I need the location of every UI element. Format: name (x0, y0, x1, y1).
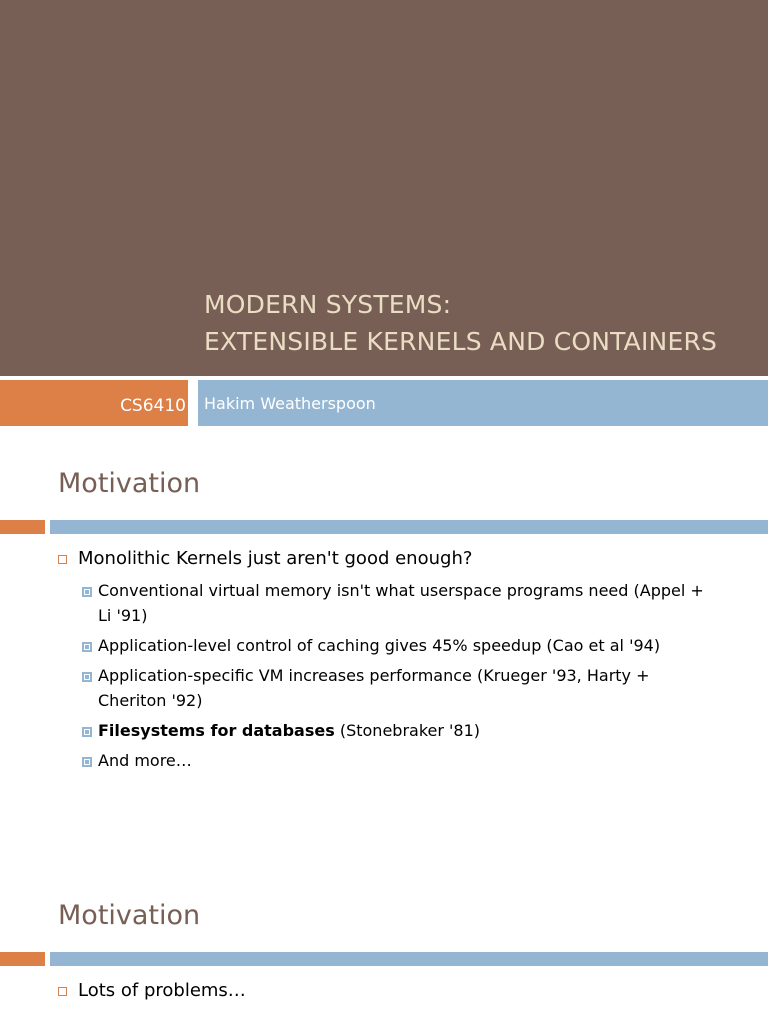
list-item (58, 978, 748, 1004)
square-bullet-icon (58, 555, 67, 564)
bullet-list (58, 546, 748, 778)
sub-bullet-text: Application-specific VM increases performance (Krueger '93, Harty + Cheriton '92) (98, 666, 650, 710)
list-item (58, 663, 748, 713)
presentation-title (204, 286, 717, 360)
title-line-2: EXTENSIBLE KERNELS AND CONTAINERS (204, 327, 718, 356)
accent-bar-orange (0, 952, 45, 966)
list-item (58, 718, 748, 743)
slide-title: Motivation (58, 900, 201, 931)
slide-title: Motivation (58, 468, 201, 499)
accent-bar-blue (50, 952, 768, 966)
author-name: Hakim Weatherspoon (204, 394, 376, 413)
list-item (58, 633, 748, 658)
filled-square-bullet-icon (82, 727, 92, 737)
bullet-list (58, 978, 748, 1010)
filled-square-bullet-icon (82, 587, 92, 597)
title-slide-background (0, 0, 768, 376)
content-slide-1 (0, 432, 768, 864)
sub-bullet-bold-text: Filesystems for databases (98, 721, 335, 740)
accent-bar-orange (0, 520, 45, 534)
sub-bullet-text: Application-level control of caching gives 45% speedup (Cao et al '94) (98, 636, 661, 655)
sub-bullet-text: Conventional virtual memory isn't what userspace programs need (Appel + Li '91) (98, 581, 704, 625)
list-item (58, 578, 748, 628)
course-code: CS6410 (120, 396, 186, 416)
list-item (58, 546, 748, 572)
filled-square-bullet-icon (82, 757, 92, 767)
sub-list-container (58, 578, 748, 773)
accent-bar-blue (50, 520, 768, 534)
author-bar (198, 380, 768, 426)
square-bullet-icon (58, 987, 67, 996)
sub-bullet-text: And more… (98, 751, 192, 770)
content-slide-2 (0, 864, 768, 1024)
sub-bullet-list (58, 578, 748, 773)
title-line-1: MODERN SYSTEMS: (204, 290, 452, 319)
bullet-text: Monolithic Kernels just aren't good enough? (78, 548, 473, 569)
list-item (58, 748, 748, 773)
course-bar (0, 380, 188, 426)
sub-bullet-text: (Stonebraker '81) (334, 721, 481, 740)
filled-square-bullet-icon (82, 642, 92, 652)
filled-square-bullet-icon (82, 672, 92, 682)
bullet-text: Lots of problems… (78, 980, 246, 1001)
